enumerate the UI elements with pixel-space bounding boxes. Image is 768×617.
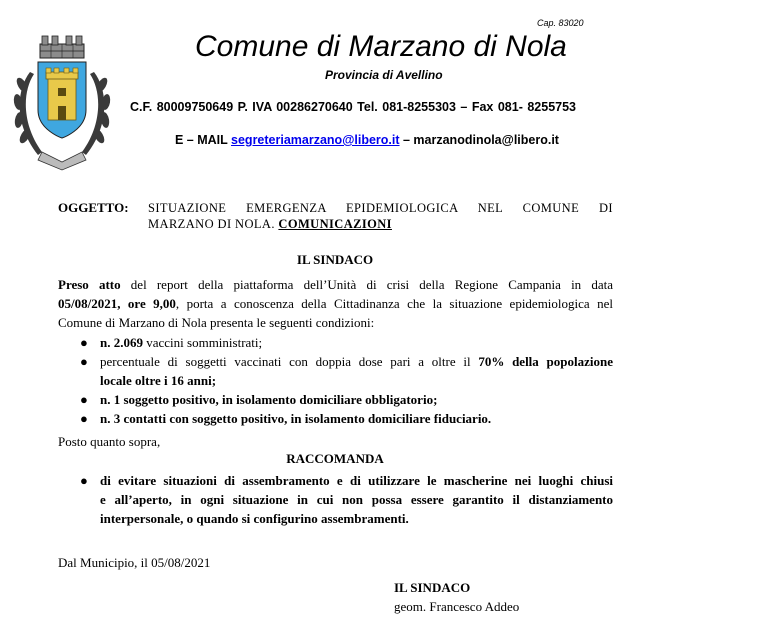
recommendation-line: interpersonale, o quando si configurino assembramenti. bbox=[100, 511, 409, 526]
list-item bbox=[80, 352, 613, 390]
subject-communications: COMUNICAZIONI bbox=[278, 217, 392, 231]
list-item bbox=[80, 390, 613, 409]
paragraph-bold: Preso atto bbox=[58, 277, 121, 292]
signature-title: IL SINDACO bbox=[394, 580, 471, 595]
bullet-icon: ● bbox=[80, 392, 88, 407]
bullet-icon: ● bbox=[80, 354, 88, 369]
list-item bbox=[80, 333, 613, 352]
condition-bold: n. 2.069 bbox=[100, 335, 143, 350]
crown-icon bbox=[40, 36, 84, 58]
paragraph-line bbox=[58, 294, 613, 313]
mayor-heading: IL SINDACO bbox=[296, 252, 374, 267]
subject-text-line2 bbox=[148, 216, 392, 232]
postal-code: Cap. 83020 bbox=[537, 18, 584, 28]
email-line bbox=[175, 133, 559, 147]
paragraph-text: del report della piattaforma dell’Unità di crisi della Regione Campania in data bbox=[120, 277, 613, 292]
province-subtitle: Provincia di Avellino bbox=[325, 68, 443, 82]
recommendation-line: di evitare situazioni di assembramento e di utilizzare le mascherine nei luoghi chiusi bbox=[100, 473, 613, 488]
intro-paragraph bbox=[58, 275, 613, 332]
paragraph-bold: 05/08/2021, ore 9,00 bbox=[58, 296, 176, 311]
municipality-title: Comune di Marzano di Nola bbox=[195, 30, 567, 63]
subject-text-line1: SITUAZIONE EMERGENZA EPIDEMIOLOGICA NEL COMUNE DI bbox=[148, 201, 613, 215]
list-item bbox=[80, 471, 613, 528]
condition-bold: 70% della popolazione bbox=[478, 354, 613, 369]
bullet-icon: ● bbox=[80, 411, 88, 426]
signature-name: geom. Francesco Addeo bbox=[394, 599, 520, 614]
paragraph-text: , porta a conoscenza della Cittadinanza che la situazione epidemiologica nel bbox=[175, 296, 614, 311]
paragraph-line bbox=[58, 275, 613, 294]
bullet-icon: ● bbox=[80, 335, 88, 350]
recommendation-heading: RACCOMANDA bbox=[286, 451, 384, 466]
paragraph-line: Comune di Marzano di Nola presenta le seguenti condizioni: bbox=[58, 315, 375, 330]
condition-text: percentuale di soggetti vaccinati con doppia dose pari a oltre il bbox=[100, 354, 479, 369]
fiscal-contact-line: C.F. 80009750649 P. IVA 00286270640 Tel. 081-8255303 – Fax 081- 8255753 bbox=[130, 100, 576, 114]
subject-line2-text: MARZANO DI NOLA. bbox=[148, 217, 279, 231]
list-item bbox=[80, 409, 613, 428]
email-link[interactable]: segreteriamarzano@libero.it bbox=[231, 133, 400, 147]
recommendation-list bbox=[80, 471, 613, 528]
recommendation-line: e all’aperto, in ogni situazione in cui non possa essere garantito il distanziamento bbox=[100, 492, 613, 507]
condition-bold: n. 3 contatti con soggetto positivo, in isolamento domiciliare fiduciario. bbox=[100, 411, 492, 426]
conditions-list bbox=[80, 333, 613, 428]
condition-line bbox=[100, 352, 613, 371]
bullet-icon: ● bbox=[80, 473, 88, 488]
transition-text: Posto quanto sopra, bbox=[58, 434, 161, 449]
condition-bold: n. 1 soggetto positivo, in isolamento domiciliare obbligatorio; bbox=[100, 392, 438, 407]
date-line: Dal Municipio, il 05/08/2021 bbox=[58, 555, 211, 570]
subject-label: OGGETTO: bbox=[58, 200, 129, 215]
condition-text: vaccini somministrati; bbox=[142, 335, 263, 350]
email-prefix: E – MAIL bbox=[175, 133, 232, 147]
municipal-coat-of-arms-icon bbox=[8, 30, 116, 175]
email-suffix: – marzanodinola@libero.it bbox=[399, 133, 559, 147]
condition-bold-continuation: locale oltre i 16 anni; bbox=[100, 373, 217, 388]
